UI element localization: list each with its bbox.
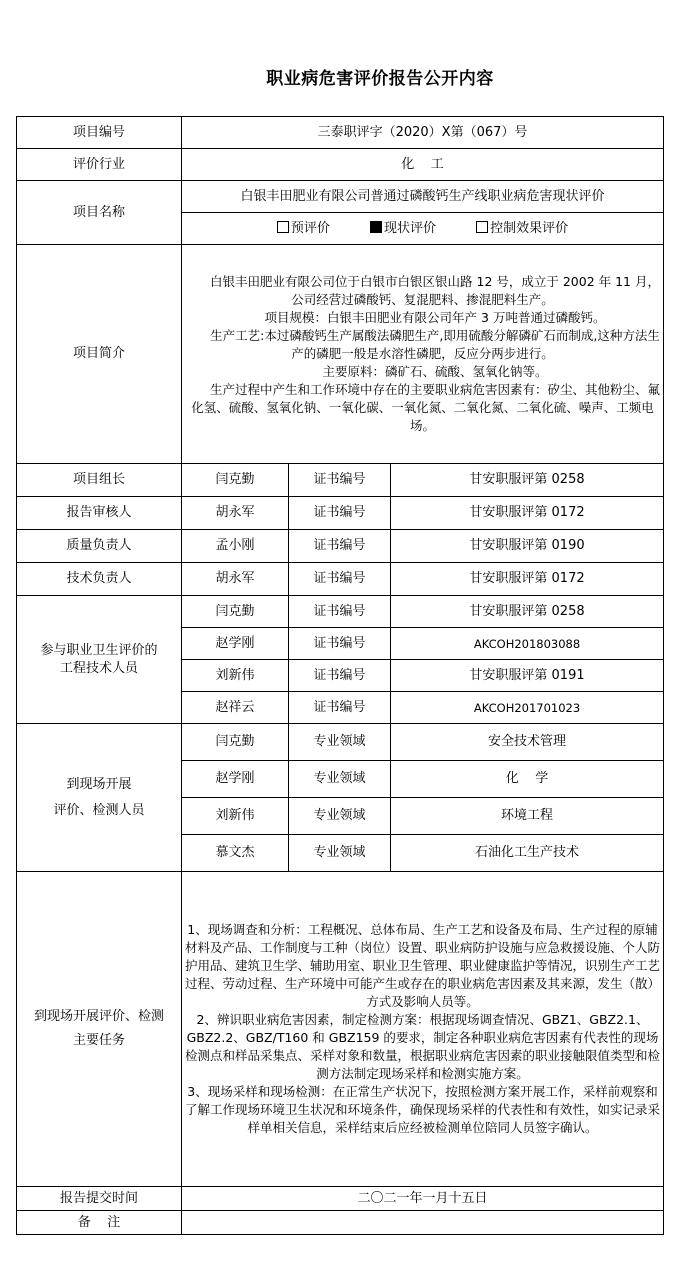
person-name: 赵祥云 bbox=[182, 692, 289, 724]
person-name: 闫克勤 bbox=[182, 596, 289, 628]
cert-number: 甘安职服评第 0190 bbox=[391, 530, 664, 563]
remark-value bbox=[182, 1211, 664, 1235]
summary-paragraph: 白银丰田肥业有限公司位于白银市白银区银山路 12 号，成立于 2002 年 11 月，公司经营过磷酸钙、复混肥料、掺混肥料生产。 bbox=[210, 274, 660, 307]
summary-content bbox=[182, 245, 664, 464]
cert-number: AKCOH201803088 bbox=[391, 628, 664, 660]
person-name: 赵学刚 bbox=[182, 628, 289, 660]
person-name: 慕文杰 bbox=[182, 835, 289, 872]
field-staff-label: 到现场开展 评价、检测人员 bbox=[17, 724, 182, 872]
tech-staff-label: 参与职业卫生评价的 工程技术人员 bbox=[17, 596, 182, 724]
role-label: 质量负责人 bbox=[17, 530, 182, 563]
option-pre-evaluation: 预评价 bbox=[277, 220, 330, 238]
option-control-evaluation: 控制效果评价 bbox=[476, 220, 568, 238]
tasks-label: 到现场开展评价、检测 主要任务 bbox=[17, 872, 182, 1187]
field-value: 环境工程 bbox=[391, 798, 664, 835]
cert-number: 甘安职服评第 0172 bbox=[391, 563, 664, 596]
person-name: 闫克勤 bbox=[182, 464, 289, 497]
task-item: 2、辨识职业病危害因素，制定检测方案：根据现场调查情况、GBZ1、GBZ2.1、GBZ2.2、GBZ/T160 和 GBZ159 的要求，制定各种职业病危害因素有代表性的现场检测点和样品采集点、采样对象和数量，根据职业病危害因素的职业接触限值类型和检测方法制定现场采样和检测实施方案。 bbox=[185, 1012, 661, 1081]
field-value: 石油化工生产技术 bbox=[391, 835, 664, 872]
cert-number: 甘安职服评第 0258 bbox=[391, 464, 664, 497]
field-label: 专业领域 bbox=[289, 798, 391, 835]
cert-label: 证书编号 bbox=[289, 692, 391, 724]
cert-label: 证书编号 bbox=[289, 660, 391, 692]
field-label: 专业领域 bbox=[289, 724, 391, 761]
cert-number: 甘安职服评第 0172 bbox=[391, 497, 664, 530]
person-name: 孟小刚 bbox=[182, 530, 289, 563]
cert-label: 证书编号 bbox=[289, 596, 391, 628]
role-label: 技术负责人 bbox=[17, 563, 182, 596]
summary-paragraph: 生产工艺:本过磷酸钙生产属酸法磷肥生产,即用硫酸分解磷矿石而制成,这种方法生产的磷肥一般是水溶性磷肥，反应分两步进行。 bbox=[210, 328, 660, 361]
checkbox-empty-icon bbox=[277, 221, 289, 233]
person-name: 闫克勤 bbox=[182, 724, 289, 761]
field-label: 专业领域 bbox=[289, 835, 391, 872]
industry-label: 评价行业 bbox=[17, 149, 182, 181]
cert-label: 证书编号 bbox=[289, 464, 391, 497]
project-name-value: 白银丰田肥业有限公司普通过磷酸钙生产线职业病危害现状评价 bbox=[182, 181, 664, 213]
cert-label: 证书编号 bbox=[289, 563, 391, 596]
summary-paragraph: 生产过程中产生和工作环境中存在的主要职业病危害因素有：矽尘、其他粉尘、氟化氢、硫酸、氢氧化钠、一氧化碳、一氧化氮、二氧化氮、二氧化硫、噪声、工频电场。 bbox=[191, 382, 661, 433]
cert-number: 甘安职服评第 0258 bbox=[391, 596, 664, 628]
field-value: 安全技术管理 bbox=[391, 724, 664, 761]
task-item: 1、现场调查和分析：工程概况、总体布局、生产工艺和设备及布局、生产过程的原辅材料及产品、工作制度与工种（岗位）设置、职业病防护设施与应急救援设施、个人防护用品、建筑卫生学、辅助用室、职业卫生管理、职业健康监护等情况，识别生产工艺过程、劳动过程、生产环境中可能产生或存在的职业病危害因素及其来源，发生（散）方式及影响人员等。 bbox=[185, 922, 661, 1009]
evaluation-type-options bbox=[182, 213, 664, 245]
cert-label: 证书编号 bbox=[289, 497, 391, 530]
summary-paragraph: 主要原料：磷矿石、硫酸、氢氧化钠等。 bbox=[322, 364, 548, 379]
cert-number: AKCOH201701023 bbox=[391, 692, 664, 724]
summary-paragraph: 项目规模：白银丰田肥业有限公司年产 3 万吨普通过磷酸钙。 bbox=[264, 310, 606, 325]
remark-label: 备 注 bbox=[17, 1211, 182, 1235]
cert-number: 甘安职服评第 0191 bbox=[391, 660, 664, 692]
summary-label: 项目简介 bbox=[17, 245, 182, 464]
checkbox-filled-icon bbox=[370, 221, 382, 233]
cert-label: 证书编号 bbox=[289, 530, 391, 563]
project-name-label: 项目名称 bbox=[17, 181, 182, 245]
tasks-content bbox=[182, 872, 664, 1187]
task-item: 3、现场采样和现场检测：在正常生产状况下，按照检测方案开展工作，采样前观察和了解工作现场环境卫生状况和环境条件，确保现场采样的代表性和有效性，如实记录采样单相关信息，采样结束后应经被检测单位陪同人员签字确认。 bbox=[185, 1084, 661, 1135]
option-current-evaluation: 现状评价 bbox=[370, 220, 436, 238]
project-no-value: 三泰职评字（2020）X第（067）号 bbox=[182, 117, 664, 149]
cert-label: 证书编号 bbox=[289, 628, 391, 660]
role-label: 报告审核人 bbox=[17, 497, 182, 530]
field-value: 化 学 bbox=[391, 761, 664, 798]
report-table bbox=[16, 116, 664, 1235]
checkbox-empty-icon bbox=[476, 221, 488, 233]
person-name: 刘新伟 bbox=[182, 798, 289, 835]
project-no-label: 项目编号 bbox=[17, 117, 182, 149]
submit-time-label: 报告提交时间 bbox=[17, 1187, 182, 1211]
page-title: 职业病危害评价报告公开内容 bbox=[266, 69, 494, 89]
person-name: 刘新伟 bbox=[182, 660, 289, 692]
field-label: 专业领域 bbox=[289, 761, 391, 798]
person-name: 胡永军 bbox=[182, 497, 289, 530]
person-name: 胡永军 bbox=[182, 563, 289, 596]
industry-value: 化 工 bbox=[182, 149, 664, 181]
person-name: 赵学刚 bbox=[182, 761, 289, 798]
role-label: 项目组长 bbox=[17, 464, 182, 497]
submit-time-value: 二〇二一年一月十五日 bbox=[182, 1187, 664, 1211]
